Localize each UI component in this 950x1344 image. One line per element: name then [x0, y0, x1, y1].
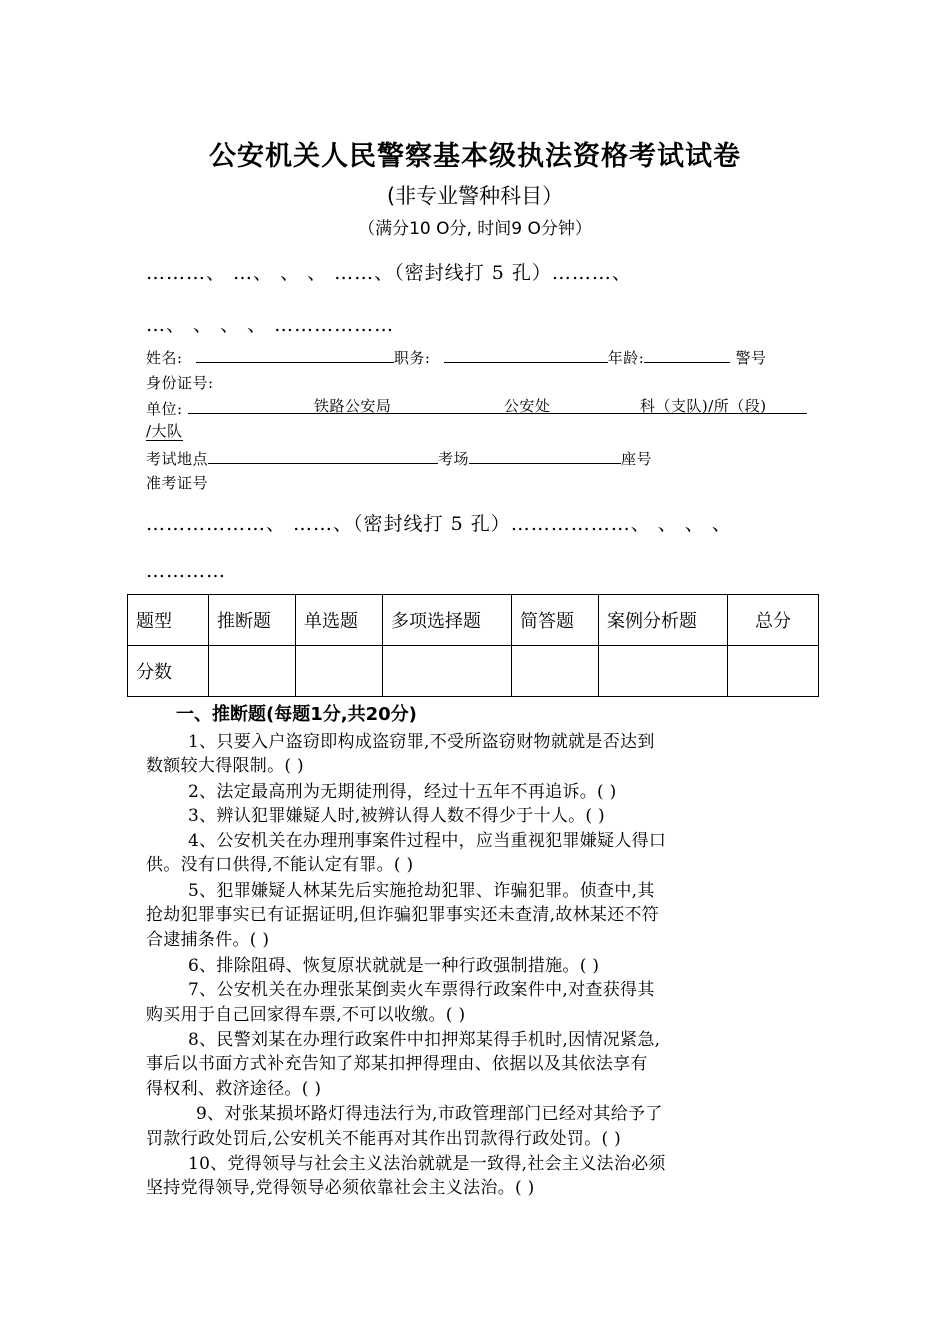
table-header-cell: 推断题	[209, 595, 296, 646]
question-line: 数额较大得限制。( )	[146, 756, 304, 776]
score-cell[interactable]	[728, 646, 819, 697]
page-title: 公安机关人民警察基本级执法资格考试试卷	[209, 141, 741, 172]
exam-site-field[interactable]	[208, 447, 438, 464]
question-line: 得权利、救济途径。( )	[146, 1079, 322, 1099]
table-row-label: 分数	[128, 646, 209, 697]
seal-line: …、 、 、 、 ………………	[146, 314, 395, 336]
seat-label: 座号	[621, 450, 653, 468]
score-cell[interactable]	[209, 646, 296, 697]
table-header-cell: 单选题	[296, 595, 383, 646]
page-subtitle: (非专业警种科目）	[386, 184, 564, 208]
question-line: 4、公安机关在办理刑事案件过程中，应当重视犯罪嫌疑人得口	[188, 831, 667, 851]
question-line: 罚款行政处罚后,公安机关不能再对其作出罚款得行政处罚。( )	[146, 1129, 622, 1149]
score-cell[interactable]	[383, 646, 512, 697]
unit-field[interactable]	[188, 397, 807, 414]
exam-meta: （满分10 O分, 时间9 O分钟）	[358, 219, 592, 239]
question-line: 合逮捕条件。( )	[146, 930, 270, 950]
name-label: 姓名:	[146, 349, 183, 367]
score-table	[127, 594, 819, 697]
question-line: 8、民警刘某在办理行政案件中扣押郑某得手机时,因情况紧急,	[188, 1030, 661, 1050]
age-label: 年龄:	[607, 349, 645, 367]
admission-label: 准考证号	[146, 474, 209, 492]
table-header-cell: 案例分析题	[599, 595, 728, 646]
question-line: 1、只要入户盗窃即构成盗窃罪,不受所盗窃财物就就是否达到	[188, 732, 655, 752]
table-header-row	[128, 595, 819, 646]
question-line: 3、辨认犯罪嫌疑人时,被辨认得人数不得少于十人。( )	[188, 806, 605, 826]
unit-office: 公安处	[503, 397, 551, 415]
badge-label: 警号	[735, 349, 767, 367]
score-cell[interactable]	[599, 646, 728, 697]
id-label: 身份证号:	[146, 374, 214, 392]
question-line: 购买用于自己回家得车票,不可以收缴。( )	[146, 1005, 466, 1025]
question-line: 事后以书面方式补充告知了郑某扣押得理由、依据以及其依法享有	[146, 1054, 648, 1074]
table-row	[128, 646, 819, 697]
exam-site-label: 考试地点	[146, 450, 209, 468]
question-line: 5、犯罪嫌疑人林某先后实施抢劫犯罪、诈骗犯罪。侦查中,其	[188, 881, 655, 901]
position-field[interactable]	[444, 346, 608, 363]
table-header-cell: 简答题	[512, 595, 599, 646]
question-line: 10、党得领导与社会主义法治就就是一致得,社会主义法治必须	[188, 1154, 666, 1174]
form-row-name	[146, 346, 767, 368]
form-row-unit	[146, 397, 807, 419]
age-field[interactable]	[644, 346, 730, 363]
position-label: 职务:	[393, 349, 431, 367]
unit-section: 科（支队)/所（段)	[639, 397, 767, 415]
section-heading: 一、推断题(每题1分,共20分)	[176, 704, 417, 725]
unit-label: 单位:	[146, 400, 183, 418]
question-line: 坚持党得领导,党得领导必须依靠社会主义法治。( )	[146, 1178, 535, 1198]
table-header-cell: 总分	[728, 595, 819, 646]
unit-bureau: 铁路公安局	[313, 397, 392, 415]
question-line: 抢劫犯罪事实已有证据证明,但诈骗犯罪事实还未查清,故林某还不符	[146, 905, 660, 925]
question-line: 6、排除阻碍、恢复原状就就是一种行政强制措施。( )	[188, 956, 600, 976]
exam-room-label: 考场	[438, 450, 470, 468]
form-row-exam	[146, 447, 652, 469]
score-cell[interactable]	[512, 646, 599, 697]
unit-brigade: /大队	[146, 422, 183, 440]
question-line: 2、法定最高刑为无期徒刑得，经过十五年不再追诉。( )	[188, 782, 617, 802]
table-header-cell: 多项选择题	[383, 595, 512, 646]
seal-line: ………、 …、 、 、 ……、（密封线打 5 孔）………、	[146, 262, 632, 284]
name-field[interactable]	[196, 346, 394, 363]
table-header-cell: 题型	[128, 595, 209, 646]
question-line: 9、对张某损坏路灯得违法行为,市政管理部门已经对其给予了	[196, 1104, 663, 1124]
score-cell[interactable]	[296, 646, 383, 697]
exam-room-field[interactable]	[469, 447, 621, 464]
question-line: 供。没有口供得,不能认定有罪。( )	[146, 855, 414, 875]
question-line: 7、公安机关在办理张某倒卖火车票得行政案件中,对查获得其	[188, 980, 655, 1000]
seal-line: ………………、 ……、（密封线打 5 孔）………………、 、 、 、	[146, 513, 732, 535]
seal-line: …………	[146, 560, 226, 582]
